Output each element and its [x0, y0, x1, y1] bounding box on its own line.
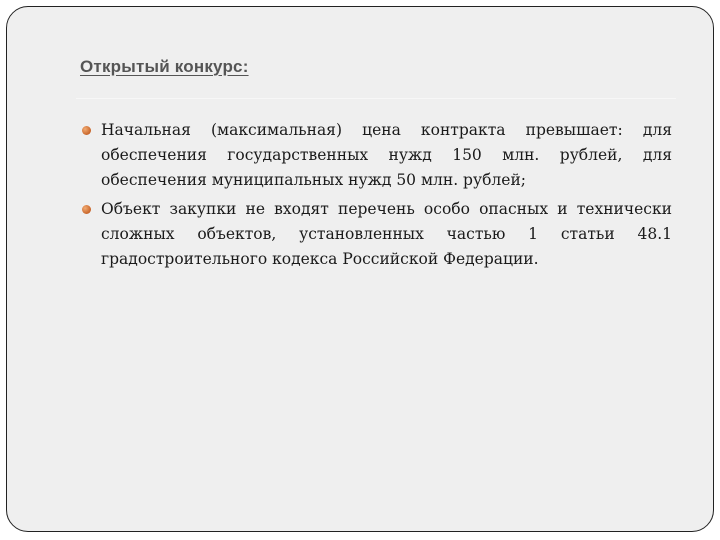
- slide-title: Открытый конкурс:: [80, 57, 249, 76]
- bullet-item: [82, 118, 672, 193]
- title-divider: [76, 98, 676, 99]
- bullet-list: [82, 118, 672, 276]
- bullet-dot-icon: [82, 205, 91, 214]
- bullet-text: Начальная (максимальная) цена контракта превышает: для обеспечения государственных нужд 150 млн. рублей, для обеспечения муниципальных нужд 50 млн. рублей;: [101, 121, 672, 189]
- bullet-item: [82, 197, 672, 272]
- bullet-text: Объект закупки не входят перечень особо опасных и технически сложных объектов, установленных частью 1 статьи 48.1 градостроительного кодекса Российской Федерации.: [101, 200, 672, 268]
- bullet-dot-icon: [82, 126, 91, 135]
